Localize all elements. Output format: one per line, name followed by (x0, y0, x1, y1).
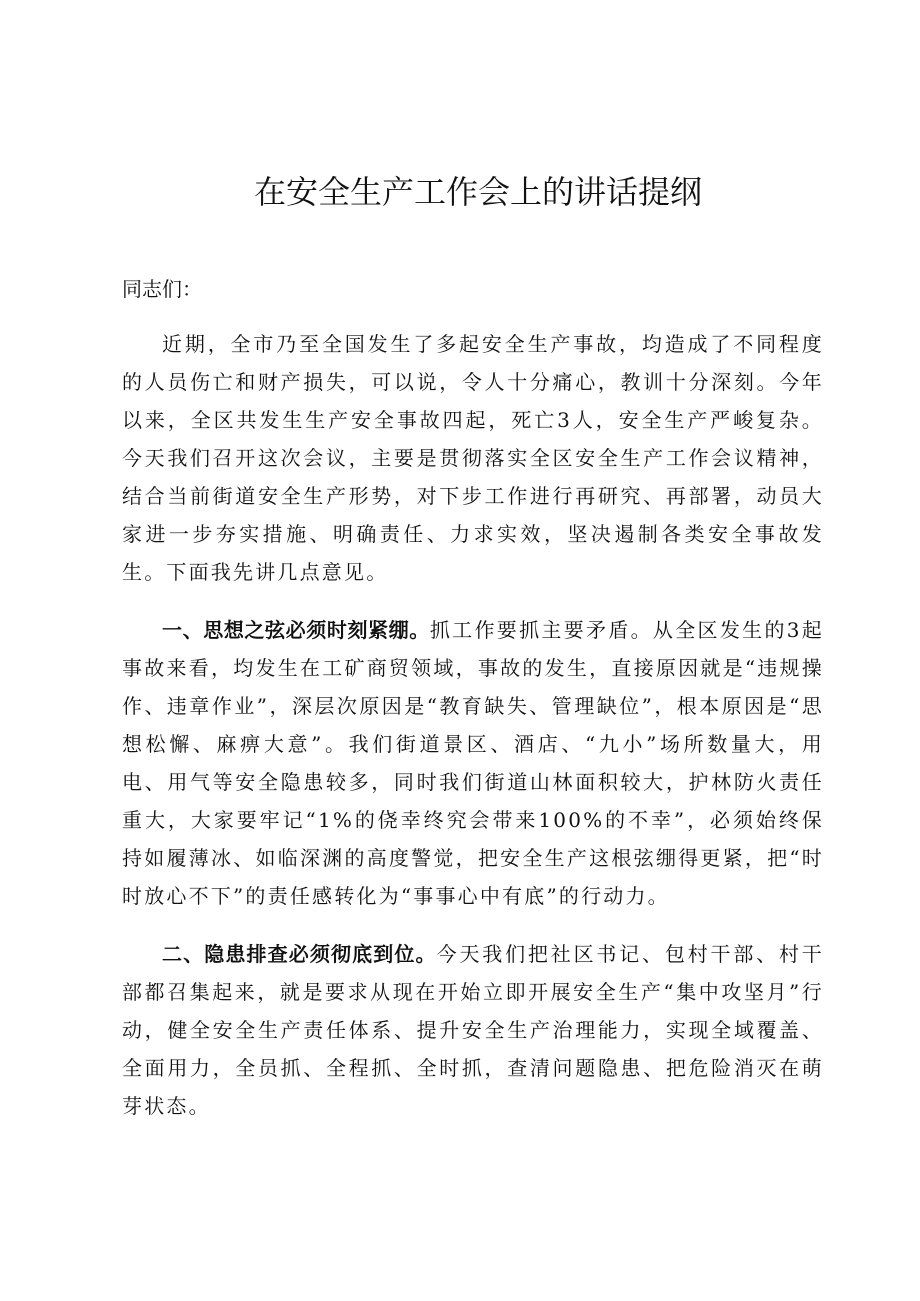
paragraph-section-2 (122, 935, 824, 1125)
section-2-text: 今天我们把社区书记、包村干部、村干部都召集起来，就是要求从现在开始立即开展安全生产“集中攻坚月”行动，健全安全生产责任体系、提升安全生产治理能力，实现全域覆盖、全面用力，全员抓、全程抓、全时抓，查清问题隐患、把危险消灭在萌芽状态。 (122, 942, 825, 1118)
section-2-heading: 二、隐患排查必须彻底到位。 (162, 942, 437, 966)
section-1-text: 抓工作要抓主要矛盾。从全区发生的3起事故来看，均发生在工矿商贸领域，事故的发生，直接原因就是“违规操作、违章作业”，深层次原因是“教育缺失、管理缺位”，根本原因是“思想松懈、麻痹大意”。我们街道景区、酒店、“九小”场所数量大，用电、用气等安全隐患较多，同时我们街道山林面积较大，护林防火责任重大，大家要牢记“1%的侥幸终究会带来100%的不幸”，必须始终保持如履薄冰、如临深渊的高度警觉，把安全生产这根弦绷得更紧，把“时时放心不下”的责任感转化为“事事心中有底”的行动力。 (122, 618, 824, 908)
document-title: 在安全生产工作会上的讲话提纲 (253, 173, 702, 211)
paragraph-intro (122, 325, 824, 591)
section-1-heading: 一、思想之弦必须时刻紧绷。 (162, 618, 430, 642)
paragraph-intro-text: 近期，全市乃至全国发生了多起安全生产事故，均造成了不同程度的人员伤亡和财产损失，可以说，令人十分痛心，教训十分深刻。今年以来，全区共发生生产安全事故四起，死亡3人，安全生产严峻复杂。今天我们召开这次会议，主要是贯彻落实全区安全生产工作会议精神，结合当前街道安全生产形势，对下步工作进行再研究、再部署，动员大家进一步夯实措施、明确责任、力求实效，坚决遏制各类安全事故发生。下面我先讲几点意见。 (122, 332, 824, 584)
paragraph-section-1 (122, 611, 824, 915)
salutation: 同志们： (122, 277, 202, 301)
